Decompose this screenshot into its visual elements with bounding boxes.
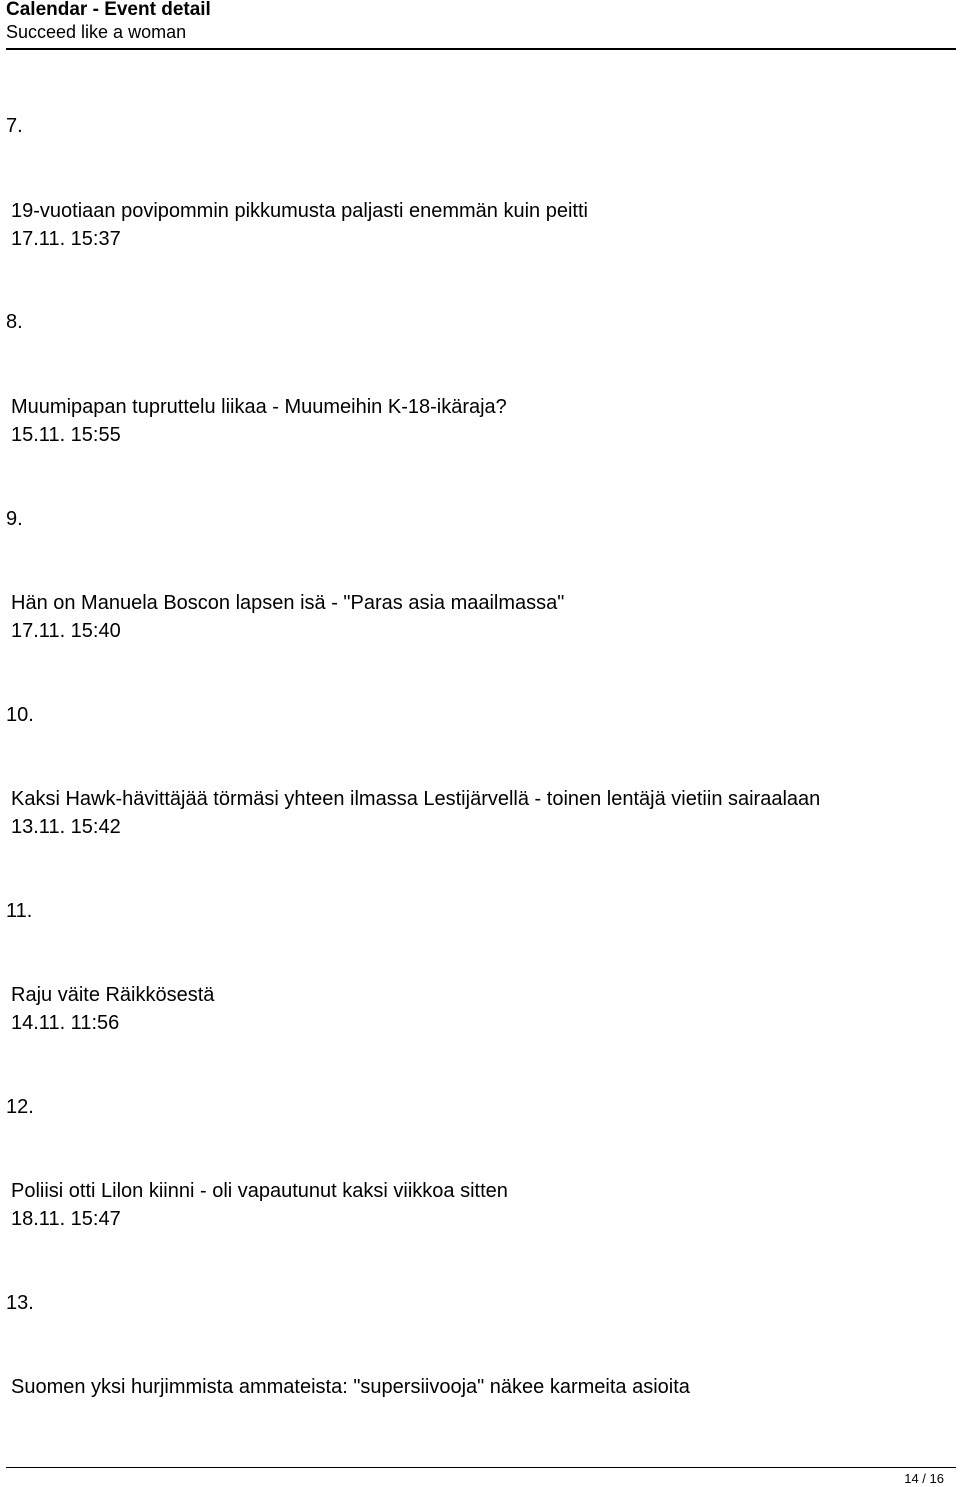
entry-title[interactable]: 19-vuotiaan povipommin pikkumusta paljasti enemmän kuin peitti [11, 200, 588, 222]
footer-divider [6, 1467, 956, 1468]
entry-title[interactable]: Raju väite Räikkösestä [11, 984, 215, 1006]
entry-number: 11. [6, 900, 33, 922]
entry-number: 10. [6, 704, 34, 726]
entry-number: 7. [6, 115, 23, 137]
entry-title[interactable]: Hän on Manuela Boscon lapsen isä - "Paras asia maailmassa" [11, 592, 565, 614]
header-title: Calendar - Event detail [6, 0, 211, 20]
entry-time: 18.11. 15:47 [11, 1208, 121, 1230]
entry-title[interactable]: Poliisi otti Lilon kiinni - oli vapautunut kaksi viikkoa sitten [11, 1180, 508, 1202]
entry-title[interactable]: Suomen yksi hurjimmista ammateista: "supersiivooja" näkee karmeita asioita [11, 1376, 690, 1398]
entry-time: 15.11. 15:55 [11, 424, 121, 446]
entry-time: 17.11. 15:40 [11, 620, 121, 642]
entry-number: 12. [6, 1096, 34, 1118]
entry-time: 17.11. 15:37 [11, 228, 121, 250]
entry-number: 9. [6, 508, 23, 530]
entry-time: 13.11. 15:42 [11, 816, 121, 838]
entry-title[interactable]: Muumipapan tupruttelu liikaa - Muumeihin K-18-ikäraja? [11, 396, 507, 418]
entry-title[interactable]: Kaksi Hawk-hävittäjää törmäsi yhteen ilmassa Lestijärvellä - toinen lentäjä vietiin sairaalaan [11, 788, 821, 810]
header-subtitle: Succeed like a woman [6, 22, 187, 42]
entry-time: 14.11. 11:56 [11, 1012, 120, 1034]
entry-number: 8. [6, 311, 23, 333]
entry-number: 13. [6, 1292, 34, 1314]
page-number: 14 / 16 [904, 1471, 944, 1486]
